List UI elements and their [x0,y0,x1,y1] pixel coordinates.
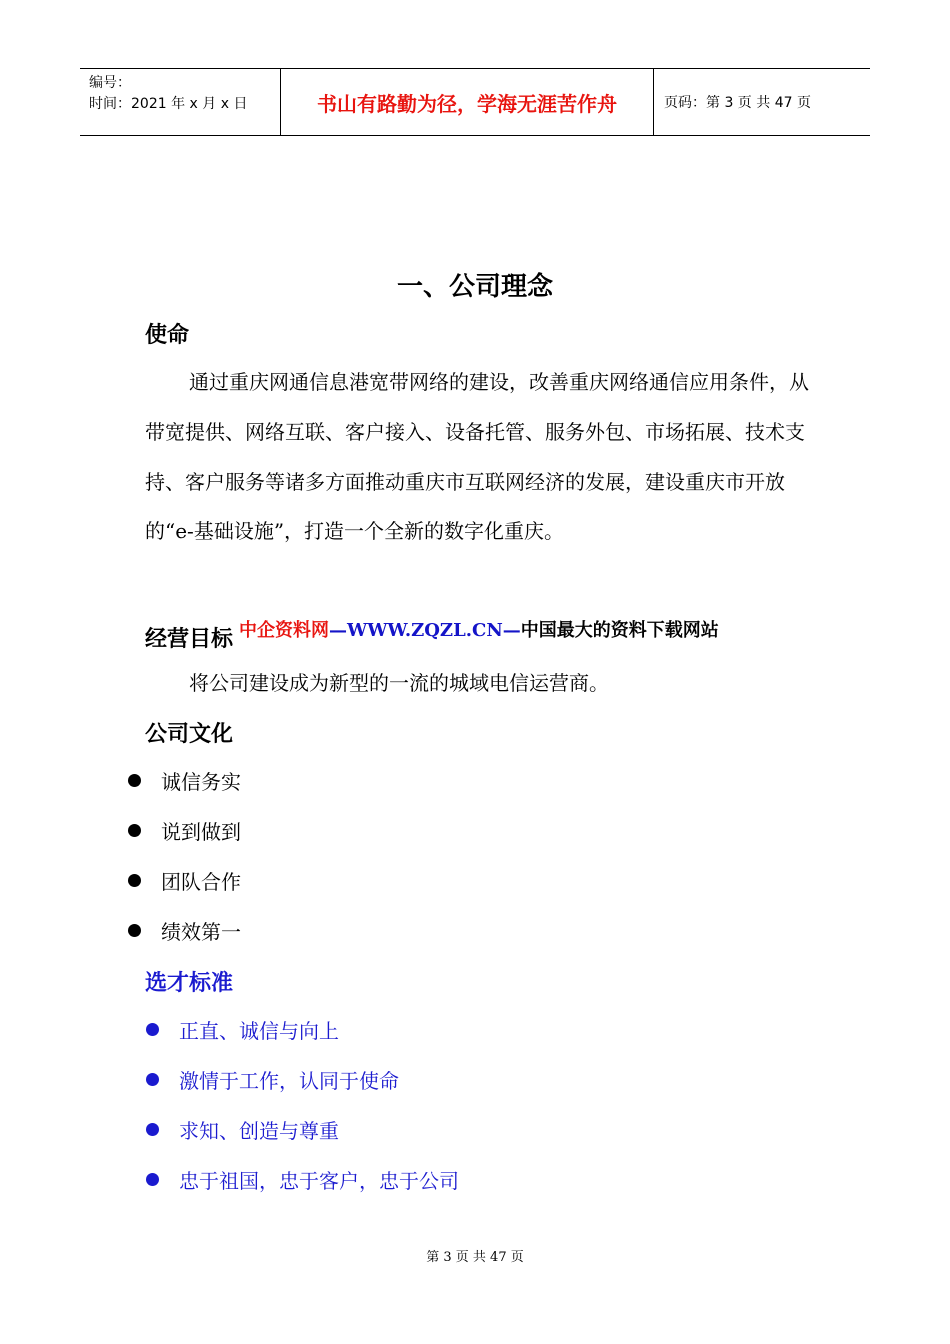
goal-heading: 经营目标 [145,627,234,652]
list-item: 团队合作 [128,866,241,895]
header-meta-cell [80,69,281,135]
bullet-icon [128,874,141,887]
list-item: 正直、诚信与向上 [146,1015,339,1044]
page-footer: 第 3 页 共 47 页 [426,1250,524,1265]
list-item: 说到做到 [128,816,241,845]
bullet-icon [128,924,141,937]
selection-heading: 选才标准 [145,971,234,996]
header-motto [281,69,654,135]
motto-text: 书山有路勤为径，学海无涯苦作舟 [317,91,617,116]
header-table [80,68,870,136]
banner-url[interactable]: —WWW.ZQZL.CN— [329,620,521,641]
list-item: 求知、创造与尊重 [146,1115,339,1144]
goal-paragraph: 将公司建设成为新型的一流的城域电信运营商。 [189,671,609,695]
bullet-icon [128,774,141,787]
number-label: 编号： [89,75,131,91]
header-page-info: 页码：第 3 页 共 47 页 [664,95,811,111]
bullet-icon [128,824,141,837]
banner-slogan: 中国最大的资料下载网站 [520,620,719,641]
page-title: 一、公司理念 [396,272,553,302]
site-banner[interactable] [239,616,719,642]
mission-paragraph: 通过重庆网通信息港宽带网络的建设，改善重庆网络通信应用条件，从带宽提供、网络互联、客户接入、设备托管、服务外包、市场拓展、技术支持、客户服务等诸多方面推动重庆市互联网经济的发展，建设重庆市开放的“e-基础设施”，打造一个全新的数字化重庆。 [145,370,809,544]
culture-heading: 公司文化 [145,722,234,747]
banner-site-name: 中企资料网 [239,620,329,641]
list-item: 激情于工作，认同于使命 [146,1065,399,1094]
mission-heading: 使命 [145,323,190,348]
date-label: 时间：2021 年 x 月 x 日 [89,96,248,112]
list-item: 绩效第一 [128,916,241,945]
bullet-icon [146,1023,159,1036]
list-item: 忠于祖国，忠于客户，忠于公司 [146,1165,459,1194]
bullet-icon [146,1173,159,1186]
bullet-icon [146,1123,159,1136]
bullet-icon [146,1073,159,1086]
list-item: 诚信务实 [128,766,241,795]
